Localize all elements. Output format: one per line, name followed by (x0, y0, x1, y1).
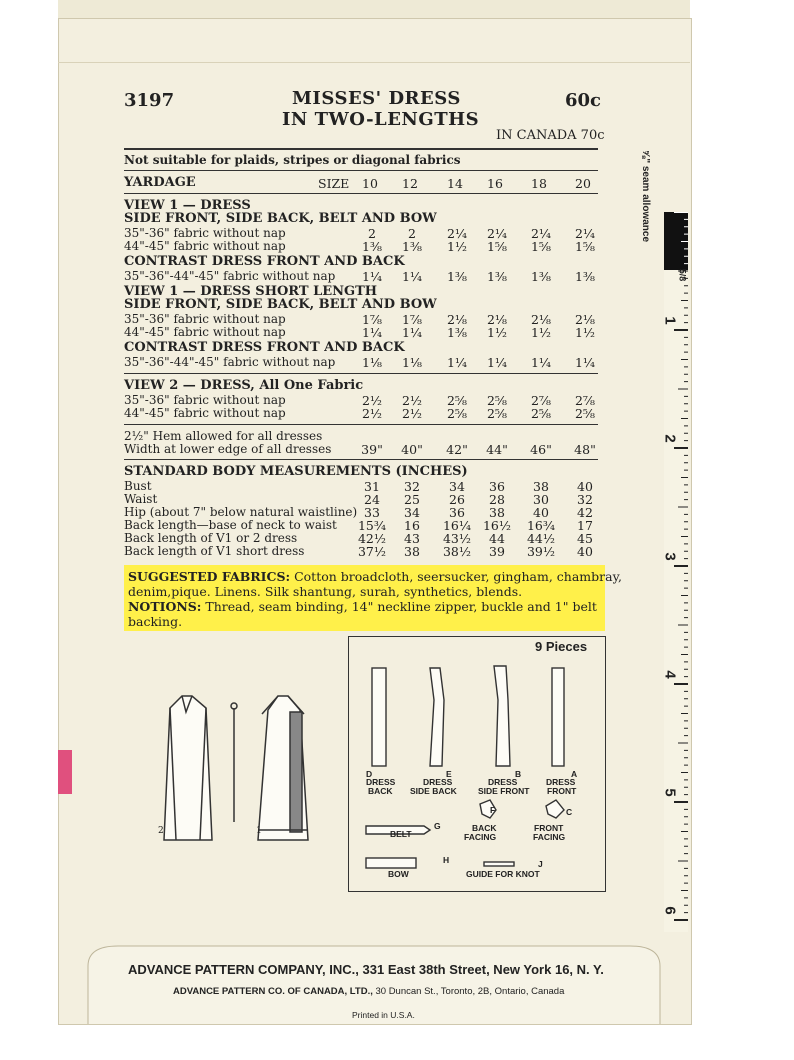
value-cell: 1½ (530, 325, 552, 340)
value-cell: 1¼ (361, 269, 383, 284)
value-cell: 1⅝ (530, 239, 552, 254)
company-address: 331 East 38th Street, New York 16, N. Y. (362, 962, 604, 977)
value-cell: 40" (401, 442, 423, 457)
value-cell: 2⅝ (530, 406, 552, 421)
title-line-2: IN TWO-LENGTHS (282, 109, 480, 130)
value-cell: 2⅛ (446, 312, 468, 327)
size-label: SIZE (318, 176, 350, 191)
view-2-label: 2 (158, 826, 164, 836)
value-cell: 34 (449, 479, 465, 494)
row-label: Hip (about 7" below natural waistline) (124, 505, 358, 519)
ruler-inch-label: 6 (661, 906, 679, 915)
price-canada: IN CANADA 70c (496, 128, 605, 143)
view1-short-title: VIEW 1 — DRESS SHORT LENGTH (124, 284, 378, 299)
value-cell: 1¼ (446, 355, 468, 370)
warning-text: Not suitable for plaids, stripes or diagonal fabrics (124, 153, 461, 167)
row-label: Back length of V1 or 2 dress (124, 531, 298, 545)
piece-e-name-2: SIDE BACK (410, 786, 457, 796)
value-cell: 48" (574, 442, 596, 457)
piece-b-name-1: DRESS (488, 777, 518, 787)
piece-f-name-1: BACK (472, 823, 497, 833)
value-cell: 1⅜ (361, 239, 383, 254)
rule (124, 424, 598, 425)
printed-in: Printed in U.S.A. (352, 1010, 415, 1020)
piece-c-name-2: FACING (533, 832, 566, 842)
value-cell: 46" (530, 442, 552, 457)
piece-a-name-2: FRONT (547, 786, 577, 796)
value-cell: 1¼ (361, 325, 383, 340)
pink-tab (58, 750, 72, 794)
size-header: 12 (402, 176, 418, 191)
value-cell: 2⅝ (574, 406, 596, 421)
size-header: 10 (362, 176, 378, 191)
row-label: Width at lower edge of all dresses (124, 442, 332, 456)
row-label: 35"-36" fabric without nap (124, 393, 286, 407)
value-cell: 1⅜ (446, 269, 468, 284)
value-cell: 1⅛ (401, 355, 423, 370)
piece-f-name-2: FACING (464, 832, 497, 842)
value-cell: 1½ (446, 239, 468, 254)
value-cell: 30 (533, 492, 549, 507)
value-cell: 2 (368, 226, 376, 241)
row-label: 44"-45" fabric without nap (124, 239, 286, 253)
value-cell: 1⅝ (574, 239, 596, 254)
value-cell: 39½ (526, 544, 556, 559)
pattern-pieces-drawing (350, 660, 602, 890)
fabrics-text: Cotton broadcloth, seersucker, gingham, chambray, (294, 569, 622, 584)
value-cell: 33 (364, 505, 380, 520)
value-cell: 26 (449, 492, 465, 507)
value-cell: 42½ (357, 531, 387, 546)
company-name: ADVANCE PATTERN COMPANY, INC., (128, 962, 359, 977)
view1-subtitle: SIDE FRONT, SIDE BACK, BELT AND BOW (124, 211, 437, 226)
footer-company-line (128, 962, 604, 977)
notions-text: Thread, seam binding, 14" neckline zipper, buckle and 1" belt (205, 599, 597, 614)
value-cell: 2½ (361, 393, 383, 408)
value-cell: 1¼ (401, 325, 423, 340)
row-label: Back length—base of neck to waist (124, 518, 337, 532)
value-cell: 2½ (401, 406, 423, 421)
value-cell: 1⅜ (486, 269, 508, 284)
row-label: 35"-36" fabric without nap (124, 312, 286, 326)
value-cell: 2⅝ (446, 406, 468, 421)
notions-label: NOTIONS: (128, 599, 202, 614)
piece-a-name-1: DRESS (546, 777, 576, 787)
value-cell: 1¼ (574, 355, 596, 370)
piece-h-letter: H (443, 855, 450, 865)
value-cell: 39" (361, 442, 383, 457)
piece-j-name: GUIDE FOR KNOT (466, 869, 540, 879)
value-cell: 28 (489, 492, 505, 507)
row-label: 44"-45" fabric without nap (124, 406, 286, 420)
piece-e-name-1: DRESS (423, 777, 453, 787)
value-cell: 34 (404, 505, 420, 520)
value-cell: 16½ (482, 518, 512, 533)
fabrics-line-2: denim,pique. Linens. Silk shantung, surah, synthetics, blends. (128, 584, 523, 599)
contrast2-title: CONTRAST DRESS FRONT AND BACK (124, 340, 405, 355)
header-rule (124, 148, 598, 150)
value-cell: 1¼ (486, 355, 508, 370)
value-cell: 45 (577, 531, 593, 546)
value-cell: 40 (533, 505, 549, 520)
price: 60c (565, 90, 602, 111)
piece-g-letter: G (434, 821, 441, 831)
row-label: Waist (124, 492, 158, 506)
piece-a-letter: A (571, 769, 578, 779)
piece-c-name-1: FRONT (534, 823, 564, 833)
value-cell: 42 (577, 505, 593, 520)
value-cell: 2¼ (530, 226, 552, 241)
measurements-title: STANDARD BODY MEASUREMENTS (INCHES) (124, 464, 468, 479)
value-cell: 39 (489, 544, 505, 559)
view1-title: VIEW 1 — DRESS (124, 198, 251, 213)
value-cell: 37½ (357, 544, 387, 559)
size-header: 16 (487, 176, 503, 191)
notions-line-2: backing. (128, 614, 183, 629)
value-cell: 2⅛ (530, 312, 552, 327)
value-cell: 1½ (486, 325, 508, 340)
value-cell: 2⅝ (446, 393, 468, 408)
value-cell: 44½ (526, 531, 556, 546)
footer-canada-line (173, 986, 564, 997)
value-cell: 2½ (361, 406, 383, 421)
ruler-inch-label: 2 (661, 434, 679, 443)
row-label: 35"-36" fabric without nap (124, 226, 286, 240)
ruler-inch-label: 4 (661, 670, 679, 679)
value-cell: 32 (404, 479, 420, 494)
value-cell: 2½ (401, 393, 423, 408)
canada-address: 30 Duncan St., Toronto, 2B, Ontario, Canada (375, 986, 565, 997)
value-cell: 2⅞ (530, 393, 552, 408)
row-label: 35"-36"-44"-45" fabric without nap (124, 269, 336, 283)
ruler-inch-label: 3 (661, 552, 679, 561)
value-cell: 38 (533, 479, 549, 494)
value-cell: 2 (408, 226, 416, 241)
size-header: 20 (575, 176, 591, 191)
contrast1-title: CONTRAST DRESS FRONT AND BACK (124, 254, 405, 269)
size-header: 18 (531, 176, 547, 191)
value-cell: 24 (364, 492, 380, 507)
value-cell: 1⅞ (401, 312, 423, 327)
value-cell: 43½ (442, 531, 472, 546)
ruler-inch-label: 5 (661, 788, 679, 797)
fabrics-line-1 (128, 569, 622, 584)
size-header: 14 (447, 176, 463, 191)
value-cell: 1⅞ (361, 312, 383, 327)
value-cell: 38 (404, 544, 420, 559)
piece-f-letter: F (490, 805, 496, 815)
value-cell: 36 (449, 505, 465, 520)
piece-c-letter: C (566, 807, 573, 817)
value-cell: 25 (404, 492, 420, 507)
view-1-label: 1 (256, 826, 262, 836)
value-cell: 2⅝ (486, 406, 508, 421)
title-line-1: MISSES' DRESS (292, 88, 461, 109)
pattern-number: 3197 (124, 90, 175, 111)
row-label: 35"-36"-44"-45" fabric without nap (124, 355, 336, 369)
pieces-count: 9 Pieces (535, 639, 588, 654)
piece-e-letter: E (446, 769, 452, 779)
piece-b-name-2: SIDE FRONT (478, 786, 530, 796)
value-cell: 2⅞ (574, 393, 596, 408)
value-cell: 32 (577, 492, 593, 507)
flap-crease (58, 62, 690, 63)
value-cell: 38 (489, 505, 505, 520)
value-cell: 2⅛ (574, 312, 596, 327)
value-cell: 2⅝ (486, 393, 508, 408)
value-cell: 16 (404, 518, 420, 533)
row-label: Bust (124, 479, 152, 493)
value-cell: 2¼ (574, 226, 596, 241)
row-label: Back length of V1 short dress (124, 544, 305, 558)
seam-allowance-label: ⅝" seam allowance (640, 150, 651, 243)
value-cell: 2⅛ (486, 312, 508, 327)
rule (124, 459, 598, 460)
value-cell: 15¾ (357, 518, 387, 533)
value-cell: 17 (577, 518, 593, 533)
ruler-inch-label: 1 (661, 316, 679, 325)
piece-d-letter: D (366, 769, 373, 779)
piece-b-letter: B (515, 769, 522, 779)
row-label: 44"-45" fabric without nap (124, 325, 286, 339)
rule (124, 193, 598, 194)
value-cell: 1⅜ (574, 269, 596, 284)
value-cell: 1⅝ (486, 239, 508, 254)
hem-note: 2½" Hem allowed for all dresses (124, 429, 323, 443)
piece-d-name-1: DRESS (366, 777, 396, 787)
value-cell: 2¼ (446, 226, 468, 241)
value-cell: 1¼ (401, 269, 423, 284)
value-cell: 1⅜ (401, 239, 423, 254)
value-cell: 31 (364, 479, 380, 494)
value-cell: 1⅜ (446, 325, 468, 340)
value-cell: 1½ (574, 325, 596, 340)
value-cell: 38½ (442, 544, 472, 559)
value-cell: 40 (577, 544, 593, 559)
value-cell: 16¼ (442, 518, 472, 533)
view2-title: VIEW 2 — DRESS, All One Fabric (124, 378, 364, 393)
value-cell: 40 (577, 479, 593, 494)
view1-short-subtitle: SIDE FRONT, SIDE BACK, BELT AND BOW (124, 297, 437, 312)
value-cell: 44" (486, 442, 508, 457)
value-cell: 1⅜ (530, 269, 552, 284)
value-cell: 1⅛ (361, 355, 383, 370)
value-cell: 16¾ (526, 518, 556, 533)
value-cell: 43 (404, 531, 420, 546)
fabrics-label: SUGGESTED FABRICS: (128, 569, 291, 584)
value-cell: 2¼ (486, 226, 508, 241)
ruler-five-eighths: 5/8 (677, 268, 688, 282)
piece-g-name: BELT (390, 829, 412, 839)
yardage-label: YARDAGE (124, 175, 196, 190)
canada-company: ADVANCE PATTERN CO. OF CANADA, LTD., (173, 986, 373, 997)
value-cell: 42" (446, 442, 468, 457)
notions-line-1 (128, 599, 597, 614)
rule (124, 170, 598, 171)
piece-j-letter: J (538, 859, 543, 869)
value-cell: 44 (489, 531, 505, 546)
piece-h-name: BOW (388, 869, 409, 879)
value-cell: 36 (489, 479, 505, 494)
rule (124, 373, 598, 374)
value-cell: 1¼ (530, 355, 552, 370)
piece-d-name-2: BACK (368, 786, 393, 796)
dress-views-illustration (150, 690, 320, 850)
